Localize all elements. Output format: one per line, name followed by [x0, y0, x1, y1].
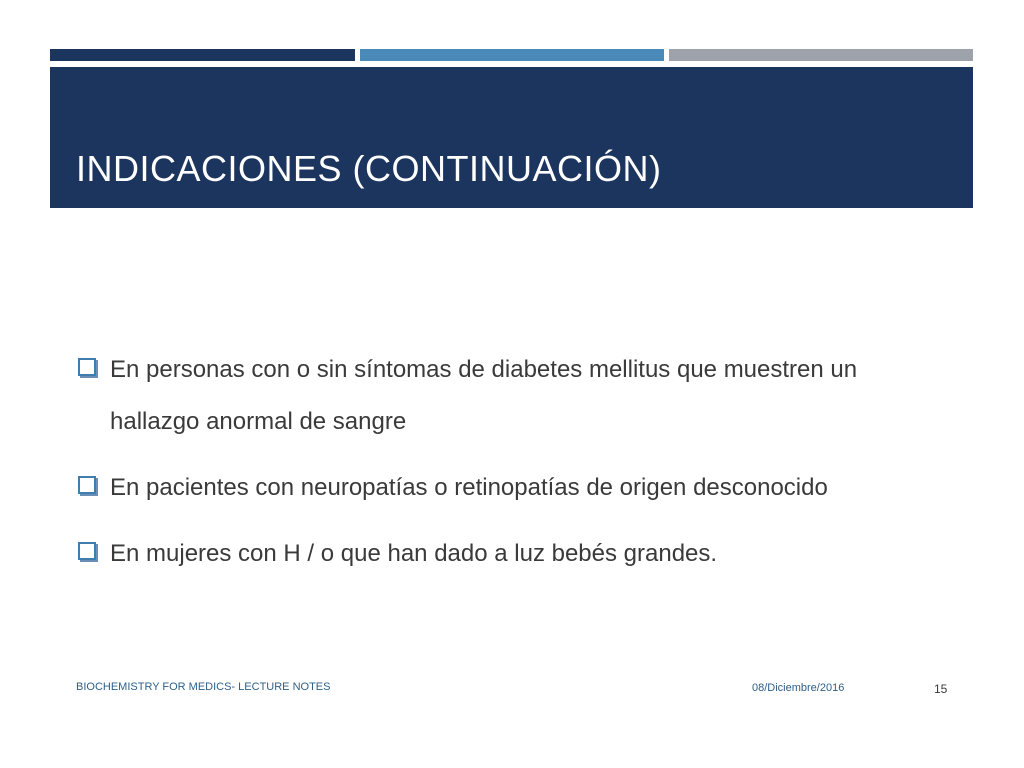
accent-bar-blue [360, 49, 664, 61]
bullet-text: En mujeres con H / o que han dado a luz bebés grandes. [110, 540, 718, 567]
bullet-item [78, 462, 938, 514]
slide-number: 15 [934, 682, 948, 696]
accent-bar-dark [50, 49, 355, 61]
footer-date: 08/Diciembre/2016 [752, 682, 845, 694]
checkbox-square-icon [78, 542, 96, 560]
accent-bar-gray [669, 49, 973, 61]
checkbox-square-icon [78, 476, 96, 494]
bullet-item [78, 344, 938, 448]
bullet-text: En pacientes con neuropatías o retinopatías de origen desconocido [110, 474, 828, 501]
bullet-item [78, 528, 938, 580]
title-band [50, 67, 973, 208]
bullet-list [78, 344, 938, 594]
slide-title: INDICACIONES (CONTINUACIÓN) [76, 148, 662, 189]
bullet-text: En personas con o sin síntomas de diabetes mellitus que muestren un hallazgo anormal de sangre [110, 356, 858, 435]
checkbox-square-icon [78, 358, 96, 376]
footer-course-title: BIOCHEMISTRY FOR MEDICS- LECTURE NOTES [76, 681, 331, 693]
